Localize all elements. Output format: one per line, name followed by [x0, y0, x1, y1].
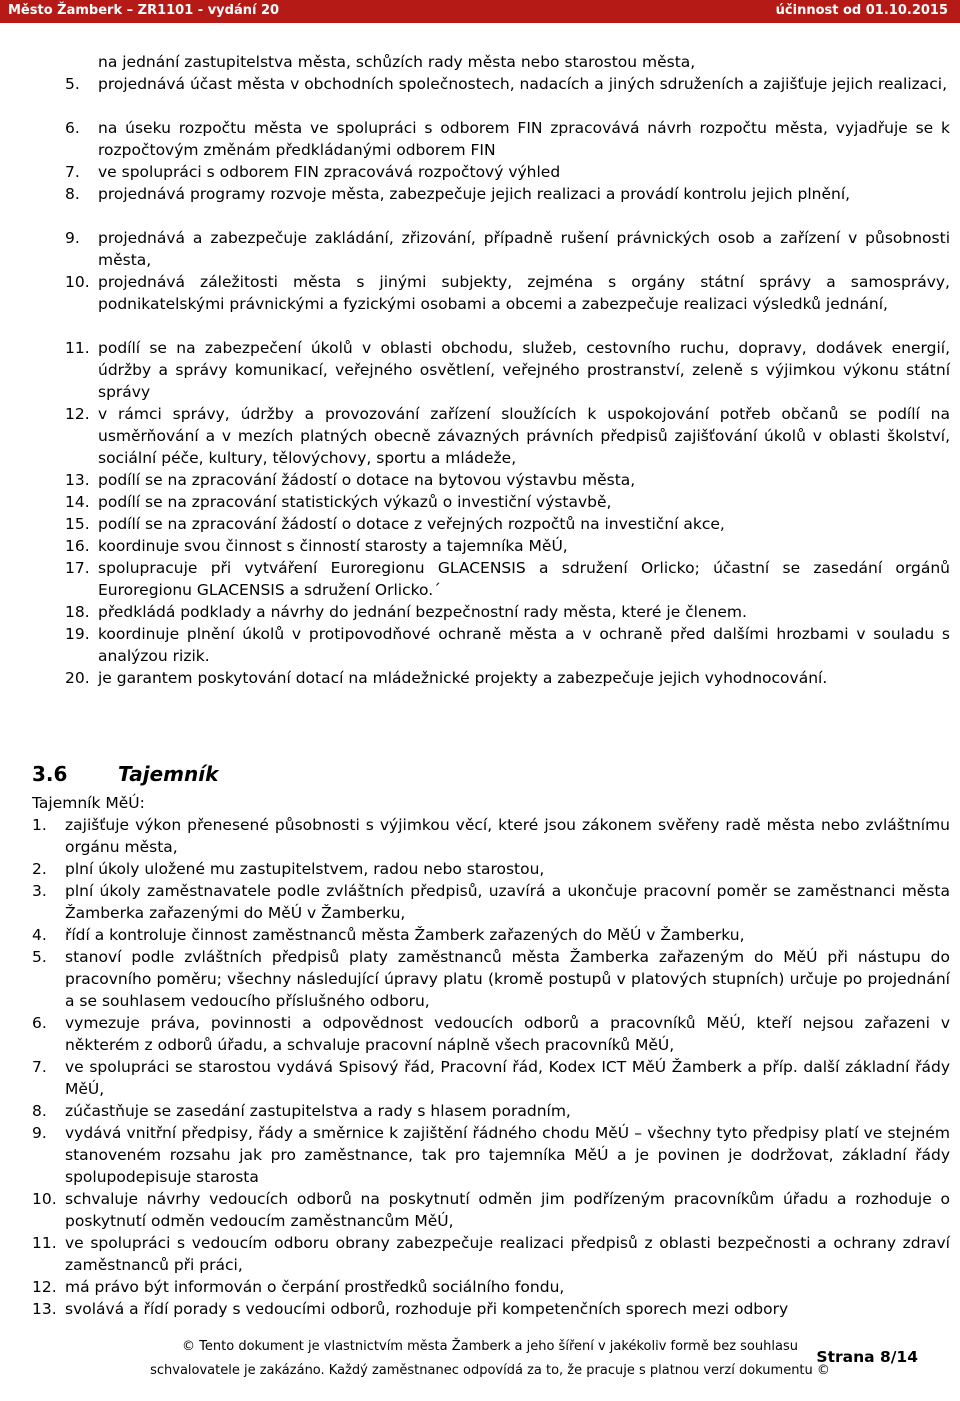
list-item-number: 9. — [32, 1124, 47, 1142]
list-item-text: v rámci správy, údržby a provozování zařízení sloužících k uspokojování potřeb občanů se podílí na usměrňování a v mezích platných obecně závazných právních předpisů zajišťování úkolů v oblasti školství, sociální péče, kultury, tělovýchovy, sportu a mládeže, — [98, 405, 950, 467]
list-item-number: 13. — [32, 1300, 57, 1318]
list-item-text: koordinuje svou činnost s činností starosty a tajemníka MěÚ, — [98, 537, 568, 555]
list-item — [32, 1012, 950, 1056]
list-item-number: 12. — [65, 405, 90, 423]
continuation-line: na jednání zastupitelstva města, schůzích rady města nebo starostou města, — [98, 53, 696, 71]
list-item — [65, 117, 950, 161]
list-item — [65, 227, 950, 271]
list-item-number: 16. — [65, 537, 90, 555]
list-item — [65, 557, 950, 601]
list-item-number: 10. — [32, 1190, 57, 1208]
list-item-number: 11. — [65, 339, 90, 357]
section-number: 3.6 — [32, 762, 68, 786]
list-item-text: na úseku rozpočtu města ve spolupráci s odborem FIN zpracovává návrh rozpočtu města, vyjadřuje se k rozpočtovým změnám předkládanými odborem FIN — [98, 119, 950, 159]
list-item — [32, 1100, 950, 1122]
list-item-text: vymezuje práva, povinnosti a odpovědnost vedoucích odborů a pracovníků MěÚ, kteří nejsou zařazeni v některém z odborů úřadu, a schvaluje pracovní náplně všech pracovníků MěÚ, — [65, 1014, 950, 1054]
list-item-text: ve spolupráci s odborem FIN zpracovává rozpočtový výhled — [98, 163, 561, 181]
list-item — [32, 1276, 950, 1298]
list-item — [32, 858, 950, 880]
list-item — [32, 814, 950, 858]
list-item-number: 9. — [65, 229, 80, 247]
list-item-text: spolupracuje při vytváření Euroregionu GLACENSIS a sdružení Orlicko; účastní se zasedání orgánů Euroregionu GLACENSIS a sdružení Orlicko.´ — [98, 559, 950, 599]
list-item-text: ve spolupráci s vedoucím odboru obrany zabezpečuje realizaci předpisů z oblasti bezpečnosti a ochrany zdraví zaměstnanců při práci, — [65, 1234, 950, 1274]
list-item — [65, 337, 950, 403]
section-heading — [32, 762, 218, 786]
list-item-number: 7. — [32, 1058, 47, 1076]
list-item-number: 19. — [65, 625, 90, 643]
list-item — [65, 271, 950, 315]
list-item-number: 12. — [32, 1278, 57, 1296]
document-title: Město Žamberk – ZR1101 - vydání 20 — [8, 3, 280, 18]
list-item-text: předkládá podklady a návrhy do jednání bezpečnostní rady města, které je členem. — [98, 603, 747, 621]
list-item-number: 5. — [65, 75, 80, 93]
section-title: Tajemník — [118, 762, 219, 786]
list-item-text: podílí se na zabezpečení úkolů v oblasti obchodu, služeb, cestovního ruchu, dopravy, dodávek energií, údržby a správy komunikací, veřejného osvětlení, veřejného prostranství, zeleně s výjimkou výkonu státní správy — [98, 339, 950, 401]
list-item-number: 8. — [32, 1102, 47, 1120]
page-number: Strana 8/14 — [816, 1348, 918, 1366]
list-item-text: koordinuje plnění úkolů v protipovodňové ochraně města a v ochraně před dalšími hrozbami v souladu s analýzou rizik. — [98, 625, 950, 665]
list-item-text: projednává programy rozvoje města, zabezpečuje jejich realizaci a provádí kontrolu jejich plnění, — [98, 185, 851, 203]
effective-date: účinnost od 01.10.2015 — [775, 3, 948, 18]
footer-copyright-line1: © Tento dokument je vlastnictvím města Žamberk a jeho šíření v jakékoliv formě bez souhlasu — [182, 1339, 798, 1354]
list-item-number: 6. — [32, 1014, 47, 1032]
list-item-number: 14. — [65, 493, 90, 511]
section-intro: Tajemník MěÚ: — [32, 794, 145, 812]
list-item-number: 17. — [65, 559, 90, 577]
list-item — [32, 1232, 950, 1276]
list-item-text: podílí se na zpracování žádostí o dotace z veřejných rozpočtů na investiční akce, — [98, 515, 725, 533]
list-item-text: projednává účast města v obchodních společnostech, nadacích a jiných sdruženích a zajišťuje jejich realizaci, — [98, 75, 948, 93]
list-item-number: 10. — [65, 273, 90, 291]
list-item-number: 2. — [32, 860, 47, 878]
list-item — [32, 1298, 950, 1320]
list-item-number: 5. — [32, 948, 47, 966]
list-item-text: je garantem poskytování dotací na mládežnické projekty a zabezpečuje jejich vyhodnocování. — [98, 669, 828, 687]
list-item-number: 4. — [32, 926, 47, 944]
list-item-text: zúčastňuje se zasedání zastupitelstva a rady s hlasem poradním, — [65, 1102, 571, 1120]
list-item — [65, 667, 950, 689]
list-item-text: řídí a kontroluje činnost zaměstnanců města Žamberk zařazených do MěÚ v Žamberku, — [65, 926, 745, 944]
list-item — [65, 513, 950, 535]
list-item-number: 20. — [65, 669, 90, 687]
list-item — [65, 403, 950, 469]
list-item-number: 15. — [65, 515, 90, 533]
list-item — [32, 1122, 950, 1188]
list-item-text: plní úkoly uložené mu zastupitelstvem, radou nebo starostou, — [65, 860, 545, 878]
list-item — [32, 924, 950, 946]
list-item-number: 11. — [32, 1234, 57, 1252]
list-item-text: podílí se na zpracování statistických výkazů o investiční výstavbě, — [98, 493, 612, 511]
list-item — [32, 880, 950, 924]
list-item — [65, 161, 950, 183]
list-item-text: projednává a zabezpečuje zakládání, zřizování, případně rušení právnických osob a zařízení v působnosti města, — [98, 229, 950, 269]
list-item-number: 7. — [65, 163, 80, 181]
list-item — [65, 535, 950, 557]
list-item-number: 6. — [65, 119, 80, 137]
list-item-text: plní úkoly zaměstnavatele podle zvláštních předpisů, uzavírá a ukončuje pracovní poměr se zaměstnanci města Žamberka zařazenými do MěÚ v Žamberku, — [65, 882, 950, 922]
list-item-text: schvaluje návrhy vedoucích odborů na poskytnutí odměn jim podřízeným pracovníkům úřadu a rozhoduje o poskytnutí odměn vedoucím zaměstnancům MěÚ, — [65, 1190, 950, 1230]
list-item-text: zajišťuje výkon přenesené působnosti s výjimkou věcí, které jsou zákonem svěřeny radě města nebo zvláštnímu orgánu města, — [65, 816, 950, 856]
list-item-text: vydává vnitřní předpisy, řády a směrnice k zajištění řádného chodu MěÚ – všechny tyto předpisy platí ve stejném stanoveném rozsahu jak pro zaměstnance, tak pro tajemníka MěÚ a je povinen je dodržovat, základní řády spolupodepisuje starosta — [65, 1124, 950, 1186]
list-item — [65, 601, 950, 623]
list-item — [65, 73, 950, 95]
list-item-text: ve spolupráci se starostou vydává Spisový řád, Pracovní řád, Kodex ICT MěÚ Žamberk a příp. další základní řády MěÚ, — [65, 1058, 950, 1098]
list-item — [32, 1056, 950, 1100]
list-item-text: podílí se na zpracování žádostí o dotace na bytovou výstavbu města, — [98, 471, 636, 489]
footer-copyright-line2: schvalovatele je zakázáno. Každý zaměstnanec odpovídá za to, že pracuje s platnou verzí dokumentu © — [150, 1363, 830, 1378]
list-item — [65, 491, 950, 513]
list-item-text: stanoví podle zvláštních předpisů platy zaměstnanců města Žamberka zařazeným do MěÚ při nástupu do pracovního poměru; všechny následující úpravy platu (kromě postupů v platových stupních) určuje po projednání a se souhlasem vedoucího příslušného odboru, — [65, 948, 950, 1010]
list-item — [32, 946, 950, 1012]
list-item-text: má právo být informován o čerpání prostředků sociálního fondu, — [65, 1278, 565, 1296]
document-header — [0, 0, 960, 23]
list-item — [32, 1188, 950, 1232]
list-item-number: 18. — [65, 603, 90, 621]
list-item — [65, 469, 950, 491]
list-item-number: 1. — [32, 816, 47, 834]
list-item-number: 13. — [65, 471, 90, 489]
list-item-text: svolává a řídí porady s vedoucími odborů, rozhoduje při kompetenčních sporech mezi odbory — [65, 1300, 789, 1318]
list-item-number: 3. — [32, 882, 47, 900]
list-item-text: projednává záležitosti města s jinými subjekty, zejména s orgány státní správy a samosprávy, podnikatelskými právnickými a fyzickými osobami a obcemi a zabezpečuje realizaci výsledků jednání, — [98, 273, 950, 313]
list-item — [65, 623, 950, 667]
list-item — [65, 183, 950, 205]
list-item-number: 8. — [65, 185, 80, 203]
